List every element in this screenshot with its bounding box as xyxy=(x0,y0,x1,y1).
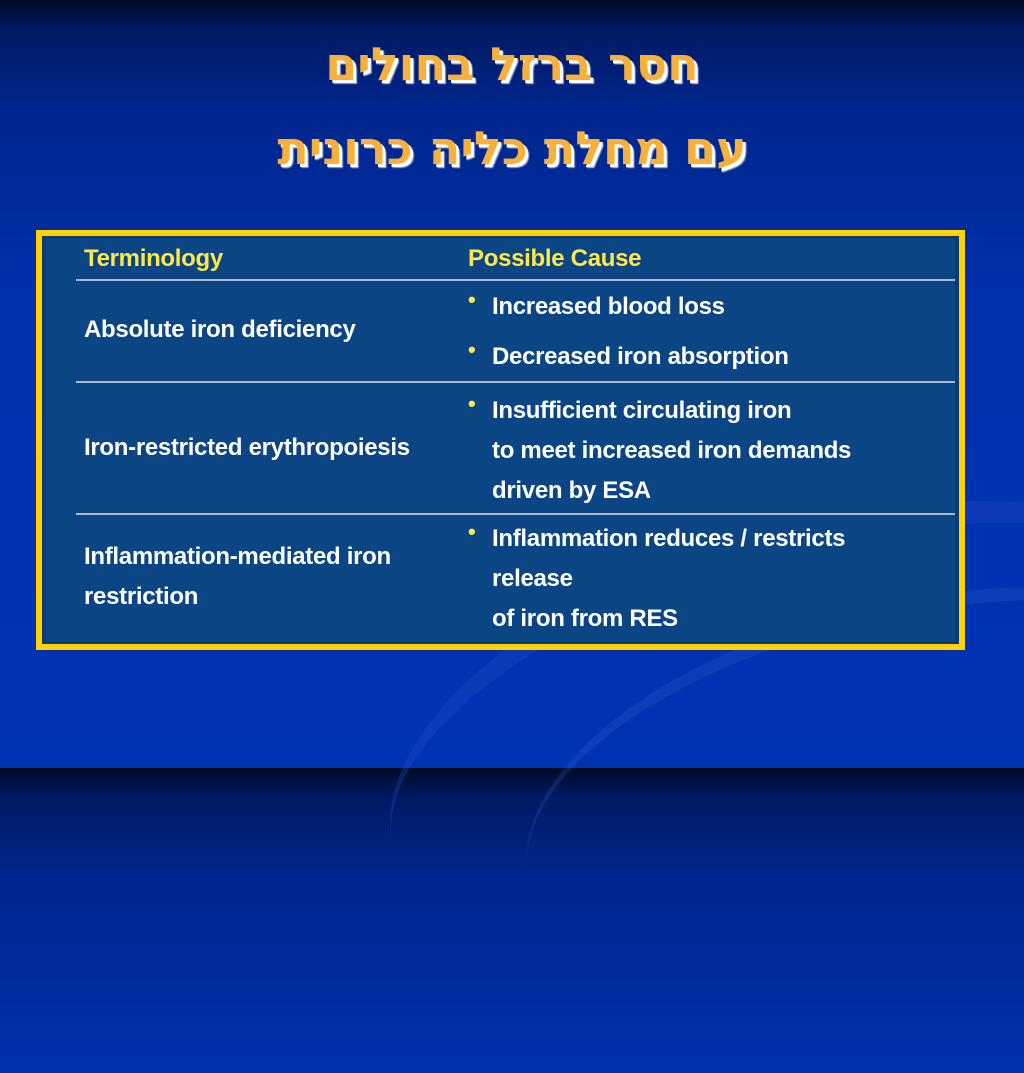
cause-item xyxy=(468,519,968,639)
cause-text: of iron from RES xyxy=(492,605,678,632)
table-body xyxy=(46,239,955,641)
cause-text: • Decreased iron absorption xyxy=(492,343,789,370)
term-cell xyxy=(84,428,454,468)
cause-text: driven by ESA xyxy=(492,477,651,504)
cause-text: • Insufficient circulating iron xyxy=(492,397,792,424)
term-text: Inflammation-mediated iron xyxy=(84,543,391,570)
table-row xyxy=(76,383,955,515)
cause-list xyxy=(468,519,968,639)
slide-title-line-2: עם מחלת כליה כרונית xyxy=(277,121,747,175)
term-text: Iron-restricted erythropoiesis xyxy=(84,434,410,461)
header-terminology: Terminology xyxy=(84,245,223,272)
table-row xyxy=(76,515,955,645)
term-cell xyxy=(84,537,454,617)
table-header-row xyxy=(76,239,955,281)
term-text: Absolute iron deficiency xyxy=(84,316,356,343)
cause-text: • Increased blood loss xyxy=(492,293,725,320)
terminology-table xyxy=(36,230,965,650)
cause-text: release xyxy=(492,565,573,592)
cause-text: • Inflammation reduces / restricts xyxy=(492,525,846,552)
cause-list xyxy=(468,391,968,511)
table-row xyxy=(76,281,955,383)
cause-list xyxy=(468,287,968,377)
cause-text: to meet increased iron demands xyxy=(492,437,852,464)
header-possible-cause: Possible Cause xyxy=(468,245,642,272)
cause-item xyxy=(468,337,968,377)
slide-title-line-1: חסר ברזל בחולים xyxy=(325,37,699,91)
cause-item xyxy=(468,287,968,327)
cause-item xyxy=(468,391,968,511)
term-cell xyxy=(84,310,454,350)
term-text: restriction xyxy=(84,583,199,610)
